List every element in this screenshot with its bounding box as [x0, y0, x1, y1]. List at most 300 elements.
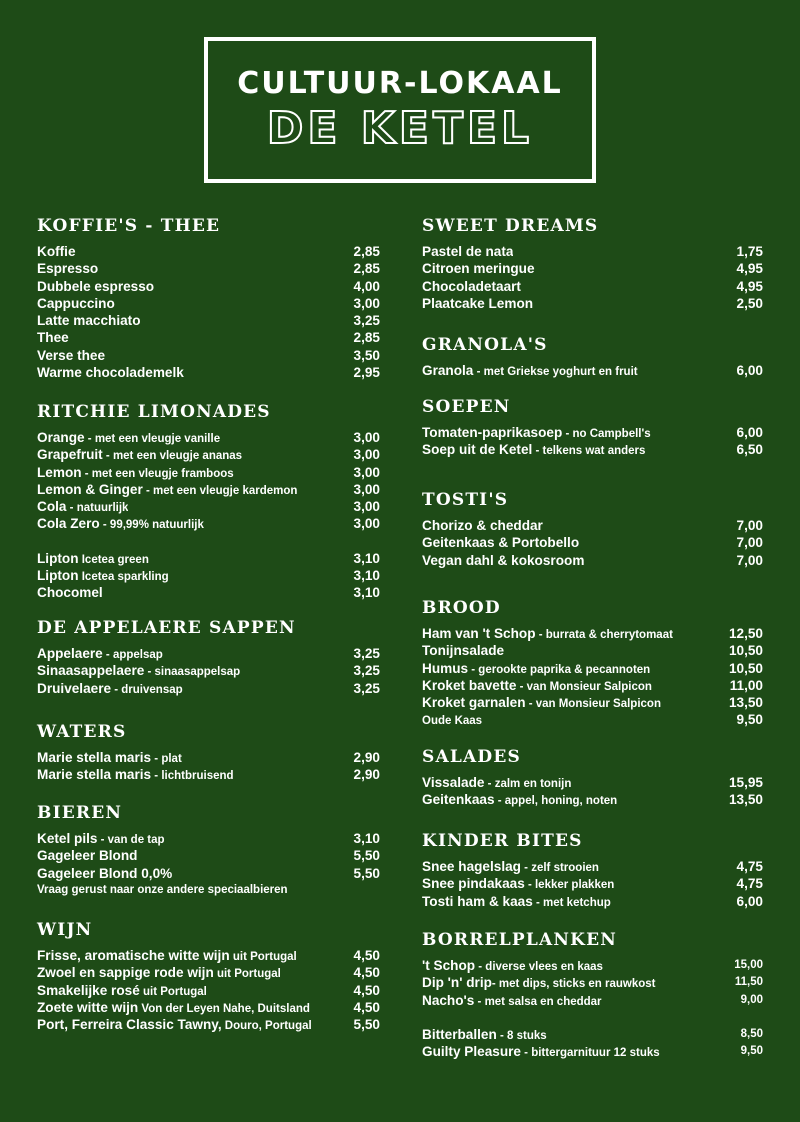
menu-item-title: Bitterballen: [422, 1026, 497, 1042]
menu-item: [422, 1043, 763, 1060]
menu-item-title: Lipton: [37, 550, 79, 566]
menu-item-title: Frisse, aromatische witte wijn: [37, 948, 230, 963]
menu-section: [422, 395, 763, 459]
menu-item-list: [422, 957, 763, 1060]
menu-item-title: Snee hagelslag: [422, 859, 521, 874]
menu-item: [37, 947, 380, 964]
menu-item-title: Appelaere: [37, 646, 103, 661]
menu-item: [37, 680, 380, 697]
menu-item-description: uit Portugal: [213, 968, 281, 981]
menu-item: [37, 982, 380, 999]
menu-item-price: 7,00: [736, 518, 763, 533]
menu-item: [422, 642, 763, 659]
menu-item-description: Icetea green: [78, 553, 149, 566]
menu-item-name: [422, 858, 599, 875]
menu-item-price: 10,50: [728, 643, 763, 659]
menu-item-list: [37, 645, 380, 697]
menu-item: [37, 847, 380, 864]
menu-item-list: [422, 625, 763, 729]
menu-item-price: 15,00: [734, 959, 763, 971]
menu-item-price: 4,50: [353, 999, 380, 1015]
menu-section: [37, 400, 380, 602]
menu-section: [422, 928, 763, 1060]
menu-item: [37, 260, 380, 277]
menu-item: [37, 481, 380, 498]
section-title: DE APPELAERE SAPPEN: [37, 618, 296, 638]
menu-item-price: 4,75: [736, 876, 763, 892]
menu-item-description: uit Portugal: [229, 951, 297, 963]
section-title: BIEREN: [37, 803, 123, 823]
menu-item-price: 2,90: [353, 750, 380, 765]
menu-item-name: [37, 662, 240, 679]
menu-item-price: 11,00: [729, 677, 763, 693]
menu-item-name: [37, 982, 207, 999]
menu-item-description: - zelf strooien: [520, 862, 599, 874]
menu-item-description: - sinaasappelsap: [144, 666, 241, 679]
menu-item-description: - 99,99% natuurlijk: [99, 519, 204, 532]
menu-item-name: [422, 957, 603, 974]
logo-title: DE KETEL: [266, 103, 534, 154]
menu-item-price: 3,00: [353, 464, 380, 480]
menu-section: [422, 745, 763, 809]
menu-item-price: 3,25: [353, 680, 380, 696]
spacer: [37, 533, 380, 550]
menu-item: [422, 243, 763, 260]
menu-item-name: [422, 517, 543, 534]
menu-item-description: - appelsap: [102, 649, 163, 661]
menu-item-name: [37, 515, 204, 532]
menu-section: [37, 801, 380, 899]
menu-item-list: [422, 243, 763, 312]
menu-item: [422, 957, 763, 974]
menu-item-title: Gageleer Blond 0,0%: [37, 865, 173, 881]
menu-item-title: Kroket bavette: [422, 677, 517, 693]
menu-item-name: [37, 645, 163, 662]
menu-item-name: [37, 347, 105, 364]
menu-item-title: Zoete witte wijn: [37, 999, 139, 1015]
menu-item-description: - diverse vlees en kaas: [475, 961, 603, 973]
menu-item-price: 3,00: [353, 499, 380, 515]
menu-item-price: 3,25: [353, 646, 380, 661]
menu-item-price: 3,50: [353, 347, 380, 363]
menu-item-name: [37, 1016, 312, 1033]
menu-item: [422, 791, 763, 808]
menu-section: [422, 488, 763, 569]
menu-item-name: [37, 429, 220, 446]
menu-item-title: Guilty Pleasure: [422, 1044, 521, 1060]
menu-item-description: - met een vleugje framboos: [81, 467, 234, 480]
menu-item: [422, 711, 763, 728]
menu-item-price: 4,50: [353, 982, 380, 998]
menu-item-price: 5,50: [353, 865, 380, 881]
menu-item-title: Dip 'n' drip: [422, 975, 492, 991]
section-title: BORRELPLANKEN: [422, 930, 617, 950]
menu-item-price: 3,25: [353, 663, 380, 679]
menu-item-name: [37, 567, 169, 584]
menu-item-title: Zwoel en sappige rode wijn: [37, 965, 214, 981]
menu-item-price: 2,85: [353, 244, 380, 259]
menu-item-description: - plat: [151, 753, 182, 765]
menu-item-name: [37, 481, 297, 498]
menu-item-title: Cappuccino: [37, 295, 115, 311]
menu-item-description: - met een vleugje ananas: [102, 450, 243, 463]
menu-item-price: 2,95: [353, 365, 380, 381]
menu-item: [422, 441, 763, 458]
menu-item: [422, 774, 763, 791]
logo-subtitle: CULTUUR-LOKAAL: [237, 66, 563, 101]
menu-item-price: 7,00: [736, 552, 763, 568]
menu-item-title: Cola Zero: [37, 516, 100, 532]
menu-item-name: [37, 999, 310, 1016]
menu-item-description: - met dips, sticks en rauwkost: [491, 978, 656, 991]
section-title: WIJN: [37, 920, 93, 940]
menu-item: [37, 243, 380, 260]
menu-item-name: [422, 441, 645, 458]
menu-item: [422, 992, 763, 1009]
menu-item-title: Vegan dahl & kokosroom: [422, 552, 585, 568]
menu-item-name: [37, 364, 184, 381]
menu-item-list: [37, 429, 380, 602]
menu-item-description: - zalm en tonijn: [484, 778, 572, 790]
menu-item: [37, 429, 380, 446]
menu-item: [37, 329, 380, 346]
menu-item: [37, 295, 380, 312]
menu-item-description: - druivensap: [111, 683, 183, 696]
section-title: GRANOLA'S: [422, 335, 548, 355]
menu-item-price: 7,00: [736, 535, 763, 551]
menu-item-title: Lipton: [37, 568, 79, 584]
menu-item-title: Dubbele espresso: [37, 278, 155, 294]
menu-item-title: Humus: [422, 660, 469, 676]
menu-item-description: Von der Leyen Nahe, Duitsland: [138, 1002, 310, 1015]
menu-item-name: [37, 749, 182, 766]
menu-item: [422, 893, 763, 910]
menu-item-list: [422, 858, 763, 910]
menu-section: [37, 616, 380, 697]
menu-item-name: [37, 584, 103, 601]
menu-item-title: Citroen meringue: [422, 261, 535, 277]
menu-item-price: 3,00: [353, 516, 380, 532]
menu-item-price: 5,50: [353, 848, 380, 864]
menu-item-name: [422, 974, 656, 991]
menu-item-title: Vissalade: [422, 775, 485, 790]
menu-item-name: [37, 295, 115, 312]
menu-item-title: Orange: [37, 430, 85, 445]
menu-item-title: Geitenkaas: [422, 792, 495, 808]
menu-item-description: - telkens wat anders: [532, 445, 646, 458]
menu-item-name: [422, 260, 535, 277]
menu-item-name: [422, 243, 513, 260]
menu-item: [37, 364, 380, 381]
menu-item-list: [422, 362, 763, 379]
menu-item-title: Koffie: [37, 244, 76, 259]
menu-item-price: 3,10: [353, 550, 380, 566]
menu-item-title: Soep uit de Ketel: [422, 442, 533, 458]
menu-item-description: Douro, Portugal: [221, 1020, 312, 1033]
menu-item: [37, 999, 380, 1016]
menu-item-name: [37, 498, 128, 515]
menu-item-description: - lekker plakken: [524, 879, 615, 892]
menu-item-description: - met Griekse yoghurt en fruit: [473, 366, 638, 378]
menu-item-price: 6,00: [736, 363, 763, 378]
menu-item: [422, 517, 763, 534]
menu-item-name: [422, 552, 584, 569]
menu-item: [37, 766, 380, 783]
section-title: KINDER BITES: [422, 831, 583, 851]
menu-item: [422, 424, 763, 441]
menu-item: [37, 1016, 380, 1033]
menu-item: [422, 625, 763, 642]
section-title: KOFFIE'S - THEE: [37, 216, 221, 236]
menu-item-price: 9,00: [740, 993, 763, 1006]
menu-item-description: - 8 stuks: [496, 1029, 547, 1042]
menu-item: [422, 295, 763, 312]
menu-item-price: 4,75: [736, 859, 763, 874]
menu-item-title: Sinaasappelaere: [37, 663, 145, 679]
menu-item-name: [37, 464, 234, 481]
menu-section: [37, 918, 380, 1033]
menu-item-price: 9,50: [736, 712, 763, 728]
menu-item-name: [37, 278, 154, 295]
menu-item: [37, 749, 380, 766]
menu-item-price: 10,50: [728, 660, 763, 676]
menu-item-name: [37, 329, 69, 346]
menu-item-title: Plaatcake Lemon: [422, 295, 534, 311]
menu-item-description: - met salsa en cheddar: [474, 995, 602, 1008]
menu-item-list: [37, 947, 380, 1033]
menu-item-price: 2,85: [353, 261, 380, 277]
menu-item-description: - burrata & cherrytomaat: [535, 629, 673, 641]
menu-item: [422, 278, 763, 295]
menu-item-description: - lichtbruisend: [151, 770, 234, 783]
menu-item: [422, 1026, 763, 1043]
menu-item-description: Icetea sparkling: [78, 571, 169, 584]
menu-item-title: Thee: [37, 330, 69, 346]
menu-item-name: [422, 893, 611, 910]
menu-item-description: - van Monsieur Salpicon: [525, 698, 661, 711]
menu-item-name: [422, 1043, 660, 1060]
section-title: SOEPEN: [422, 397, 511, 417]
menu-item: [37, 312, 380, 329]
menu-item: [422, 694, 763, 711]
menu-item-title: Snee pindakaas: [422, 876, 525, 892]
menu-item-price: 6,50: [736, 442, 763, 458]
menu-item-title: Espresso: [37, 261, 99, 277]
menu-item-title: Verse thee: [37, 347, 106, 363]
menu-section: [422, 829, 763, 910]
menu-item-name: [37, 243, 76, 260]
section-title: SALADES: [422, 747, 521, 767]
menu-item-price: 3,00: [353, 447, 380, 463]
menu-item-price: 4,50: [353, 948, 380, 963]
menu-item-price: 15,95: [728, 775, 763, 790]
menu-item: [37, 550, 380, 567]
menu-item-price: 9,50: [740, 1045, 763, 1058]
menu-item-title: Granola: [422, 363, 474, 378]
menu-item-description: uit Portugal: [139, 985, 207, 998]
menu-item-title: 't Schop: [422, 958, 476, 973]
menu-item-title: Cola: [37, 499, 67, 515]
menu-item: [37, 584, 380, 601]
menu-item-list: [37, 830, 380, 899]
menu-item: [37, 662, 380, 679]
menu-item-title: Tosti ham & kaas: [422, 893, 533, 909]
menu-item-title: Nacho's: [422, 992, 475, 1008]
menu-item-description: - met ketchup: [532, 896, 611, 909]
menu-item-price: 4,50: [353, 965, 380, 981]
menu-item-name: [422, 774, 571, 791]
menu-item-price: 3,25: [353, 313, 380, 329]
menu-item-title: Pastel de nata: [422, 244, 514, 259]
menu-item-description: - met een vleugje kardemon: [142, 484, 298, 497]
menu-item: [37, 515, 380, 532]
menu-item-price: 1,75: [736, 244, 763, 259]
menu-item-price: 3,00: [353, 430, 380, 445]
menu-item-price: 4,95: [736, 278, 763, 294]
menu-item-name: [37, 865, 172, 882]
menu-item: [422, 362, 763, 379]
menu-item-name: [37, 830, 165, 847]
menu-item: [37, 464, 380, 481]
menu-item-name: [422, 711, 482, 728]
menu-section: [37, 720, 380, 784]
menu-item-name: [37, 312, 141, 329]
menu-item: [37, 446, 380, 463]
spacer: [422, 1009, 763, 1026]
section-title: SWEET DREAMS: [422, 216, 599, 236]
menu-item-name: [422, 677, 652, 694]
menu-item-name: [37, 947, 297, 964]
menu-item-title: Chocoladetaart: [422, 278, 521, 294]
menu-item-description: - no Campbell's: [562, 428, 651, 440]
section-title: BROOD: [422, 598, 501, 618]
menu-item-description: - van Monsieur Salpicon: [516, 680, 652, 693]
menu-item-title: Latte macchiato: [37, 313, 141, 329]
menu-item-name: [422, 424, 651, 441]
menu-item: [37, 498, 380, 515]
menu-item-title: Geitenkaas & Portobello: [422, 535, 580, 551]
menu-item-name: [422, 1026, 547, 1043]
menu-item-title: Lemon & Ginger: [37, 481, 143, 497]
menu-item-name: [37, 847, 137, 864]
menu-item: [422, 858, 763, 875]
menu-item-price: 8,50: [740, 1027, 763, 1040]
menu-item-title: Druivelaere: [37, 680, 112, 696]
menu-item-description: Oude Kaas: [422, 715, 483, 728]
menu-item: [422, 677, 763, 694]
menu-item-name: [422, 660, 650, 677]
menu-item-description: - gerookte paprika & pecannoten: [468, 663, 651, 676]
menu-section: [37, 214, 380, 381]
menu-item-title: Lemon: [37, 464, 82, 480]
menu-item-description: - van de tap: [97, 834, 165, 846]
menu-item-price: 13,50: [728, 695, 763, 711]
menu-item-name: [37, 550, 149, 567]
menu-item-title: Tomaten-paprikasoep: [422, 425, 563, 440]
menu-item-price: 11,50: [734, 976, 763, 989]
menu-item: [37, 347, 380, 364]
section-title: RITCHIE LIMONADES: [37, 402, 271, 422]
section-title: TOSTI'S: [422, 490, 509, 510]
menu-item-price: 4,00: [353, 278, 380, 294]
menu-item-price: 12,50: [728, 626, 763, 641]
menu-item-list: [422, 774, 763, 809]
menu-item: [37, 567, 380, 584]
menu-item-name: [422, 278, 521, 295]
menu-item-title: Chocomel: [37, 585, 103, 601]
menu-item-name: [37, 680, 183, 697]
menu-item: [422, 260, 763, 277]
menu-item-title: Marie stella maris: [37, 767, 152, 783]
menu-item-price: 3,10: [353, 585, 380, 601]
menu-item-title: Grapefruit: [37, 447, 103, 463]
menu-item-price: 5,50: [353, 1017, 380, 1033]
menu-item: [37, 865, 380, 882]
menu-item-price: 2,85: [353, 330, 380, 346]
menu-item-price: 3,10: [353, 568, 380, 584]
logo-box: [204, 37, 596, 183]
menu-item-name: [37, 766, 234, 783]
menu-item-description: - met een vleugje vanille: [84, 433, 221, 445]
menu-item-name: [422, 992, 602, 1009]
menu-item-price: 6,00: [736, 425, 763, 440]
menu-item-price: 6,00: [736, 893, 763, 909]
menu-item-name: [422, 642, 504, 659]
menu-item-description: - bittergarnituur 12 stuks: [520, 1047, 660, 1060]
section-title: WATERS: [37, 722, 127, 742]
menu-item: [37, 964, 380, 981]
menu-item-price: 3,10: [353, 831, 380, 846]
menu-item: [37, 645, 380, 662]
menu-item-name: [422, 875, 614, 892]
menu-item-title: Port, Ferreira Classic Tawny,: [37, 1017, 222, 1033]
menu-item-title: Chorizo & cheddar: [422, 518, 543, 533]
menu-item-title: Warme chocolademelk: [37, 365, 184, 381]
menu-item-price: 4,95: [736, 261, 763, 277]
menu-item: [422, 974, 763, 991]
menu-item-price: 3,00: [353, 295, 380, 311]
menu-item-name: [422, 295, 533, 312]
menu-section: [422, 596, 763, 729]
menu-item-title: Tonijnsalade: [422, 643, 505, 659]
menu-item: [422, 660, 763, 677]
menu-item: [422, 552, 763, 569]
menu-item-price: 3,00: [353, 481, 380, 497]
menu-section: [422, 214, 763, 312]
menu-item-price: 2,90: [353, 767, 380, 783]
menu-item-price: 13,50: [728, 792, 763, 808]
menu-item: [422, 534, 763, 551]
menu-note: Vraag gerust naar onze andere speciaalbieren: [37, 883, 288, 896]
menu-item-list: [422, 424, 763, 459]
menu-item-title: Marie stella maris: [37, 750, 152, 765]
menu-item: [422, 875, 763, 892]
menu-item-list: [422, 517, 763, 569]
menu-item-name: [422, 625, 673, 642]
menu-item-name: [422, 534, 579, 551]
menu-section: [422, 333, 763, 379]
menu-item-name: [422, 362, 638, 379]
menu-item-title: Kroket garnalen: [422, 695, 526, 711]
menu-item-title: Smakelijke rosé: [37, 982, 140, 998]
menu-item-price: 2,50: [736, 295, 763, 311]
menu-item-description: - natuurlijk: [66, 502, 129, 515]
menu-item-name: [37, 964, 281, 981]
menu-item-title: Ketel pils: [37, 831, 98, 846]
menu-item-list: [37, 243, 380, 381]
menu-item-name: [422, 694, 661, 711]
menu-item-description: - appel, honing, noten: [494, 795, 618, 808]
